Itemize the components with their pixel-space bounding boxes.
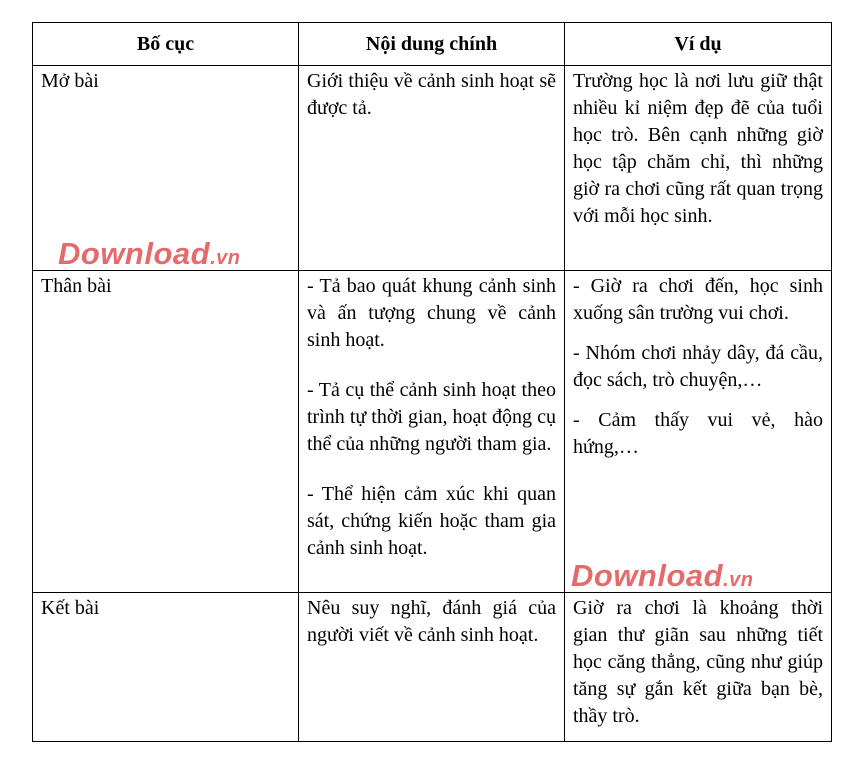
header-vi-du: Ví dụ [565, 23, 832, 66]
content-paragraph: - Thể hiện cảm xúc khi quan sát, chứng kiến hoặc tham gia cảnh sinh hoạt. [307, 483, 556, 559]
header-row [33, 23, 832, 66]
cell-example-than-bai [565, 271, 832, 593]
row-ket-bai [33, 593, 832, 742]
cell-example-mo-bai [565, 66, 832, 271]
content-paragraph: - Tả cụ thể cảnh sinh hoạt theo trình tự thời gian, hoạt động cụ thể của những người tham gia. [307, 379, 556, 455]
row-than-bai [33, 271, 832, 593]
cell-content-than-bai [299, 271, 565, 593]
cell-content-mo-bai [299, 66, 565, 271]
example-paragraph: - Giờ ra chơi đến, học sinh xuống sân trường vui chơi. [573, 275, 823, 324]
watermark-main: Download [571, 558, 724, 593]
cell-label-mo-bai: Mở bài [33, 66, 299, 271]
watermark-tld: .vn [210, 247, 241, 269]
example-paragraph: - Nhóm chơi nhảy dây, đá cầu, đọc sách, trò chuyện,… [573, 342, 823, 391]
cell-label-than-bai: Thân bài [33, 271, 299, 593]
download-watermark [58, 236, 241, 272]
outline-table [32, 22, 832, 742]
header-noi-dung-chinh: Nội dung chính [299, 23, 565, 66]
cell-label-ket-bai: Kết bài [33, 593, 299, 742]
example-paragraph: Giờ ra chơi là khoảng thời gian thư giãn sau những tiết học căng thẳng, cũng như giúp tăng sự gắn kết giữa bạn bè, thầy trò. [573, 597, 823, 727]
content-paragraph: Giới thiệu về cảnh sinh hoạt sẽ được tả. [307, 70, 556, 119]
example-paragraph: - Cảm thấy vui vẻ, hào hứng,… [573, 409, 823, 458]
cell-content-ket-bai [299, 593, 565, 742]
watermark-tld: .vn [723, 569, 754, 591]
download-watermark [571, 558, 754, 594]
content-paragraph: - Tả bao quát khung cảnh sinh và ấn tượng chung về cảnh sinh hoạt. [307, 275, 556, 351]
watermark-main: Download [58, 236, 211, 271]
example-paragraph: Trường học là nơi lưu giữ thật nhiều kỉ niệm đẹp đẽ của tuổi học trò. Bên cạnh những giờ học tập chăm chỉ, thì những giờ ra chơi cũng rất quan trọng với mỗi học sinh. [573, 70, 823, 227]
header-bo-cuc: Bố cục [33, 23, 299, 66]
content-paragraph: Nêu suy nghĩ, đánh giá của người viết về cảnh sinh hoạt. [307, 597, 556, 646]
cell-example-ket-bai [565, 593, 832, 742]
